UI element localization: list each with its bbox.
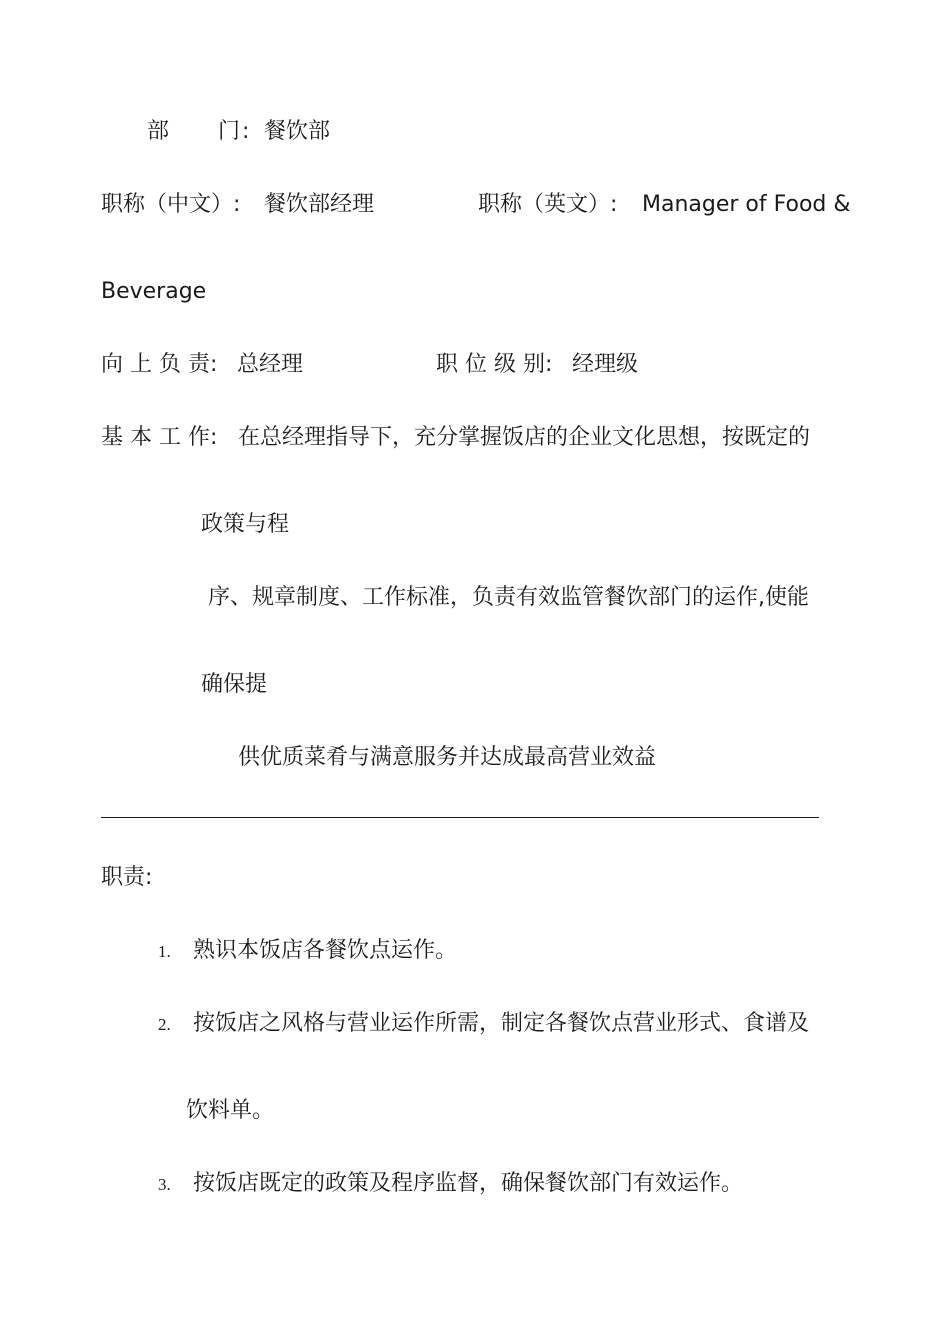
duty-text-1: 熟识本饭店各餐饮点运作。 (193, 938, 458, 963)
department-label-char-2: 门 (218, 119, 241, 144)
duties-label: 职责: (101, 865, 153, 890)
title-en-value-line2: Beverage (101, 279, 207, 304)
basic-work-line-3: 序、规章制度、工作标准，负责有效监管餐饮部门的运作,使能 (208, 585, 809, 610)
title-en-label: 职称（英文）: (478, 192, 618, 217)
department-value: 餐饮部 (264, 119, 331, 144)
basic-work-line-2: 政策与程 (201, 512, 290, 537)
basic-work-line-5: 供优质菜肴与满意服务并达成最高营业效益 (238, 745, 657, 770)
section-divider (101, 817, 819, 818)
basic-work-line-4: 确保提 (201, 672, 268, 697)
title-en-value-line1: Manager of Food & (642, 192, 851, 217)
duty-text-2: 按饭店之风格与营业运作所需，制定各餐饮点营业形式、食谱及 (193, 1011, 810, 1036)
department-colon: : (242, 119, 250, 144)
basic-work-line-1: 在总经理指导下，充分掌握饭店的企业文化思想，按既定的 (238, 425, 811, 450)
reports-to-value: 总经理 (237, 352, 304, 377)
title-cn-label: 职称（中文）: (101, 192, 241, 217)
basic-work-label: 基 本 工 作: (101, 425, 218, 450)
duty-text-3: 按饭店既定的政策及程序监督，确保餐饮部门有效运作。 (193, 1171, 744, 1196)
duty-number-3: 3. (158, 1175, 171, 1194)
duty-text-2-cont: 饮料单。 (186, 1098, 275, 1123)
duty-number-1: 1. (158, 942, 171, 961)
department-label-char-1: 部 (147, 119, 170, 144)
title-cn-value: 餐饮部经理 (264, 192, 375, 217)
position-level-label: 职 位 级 别: (436, 352, 553, 377)
duty-number-2: 2. (158, 1015, 171, 1034)
reports-to-label: 向 上 负 责: (101, 352, 218, 377)
position-level-value: 经理级 (572, 352, 639, 377)
